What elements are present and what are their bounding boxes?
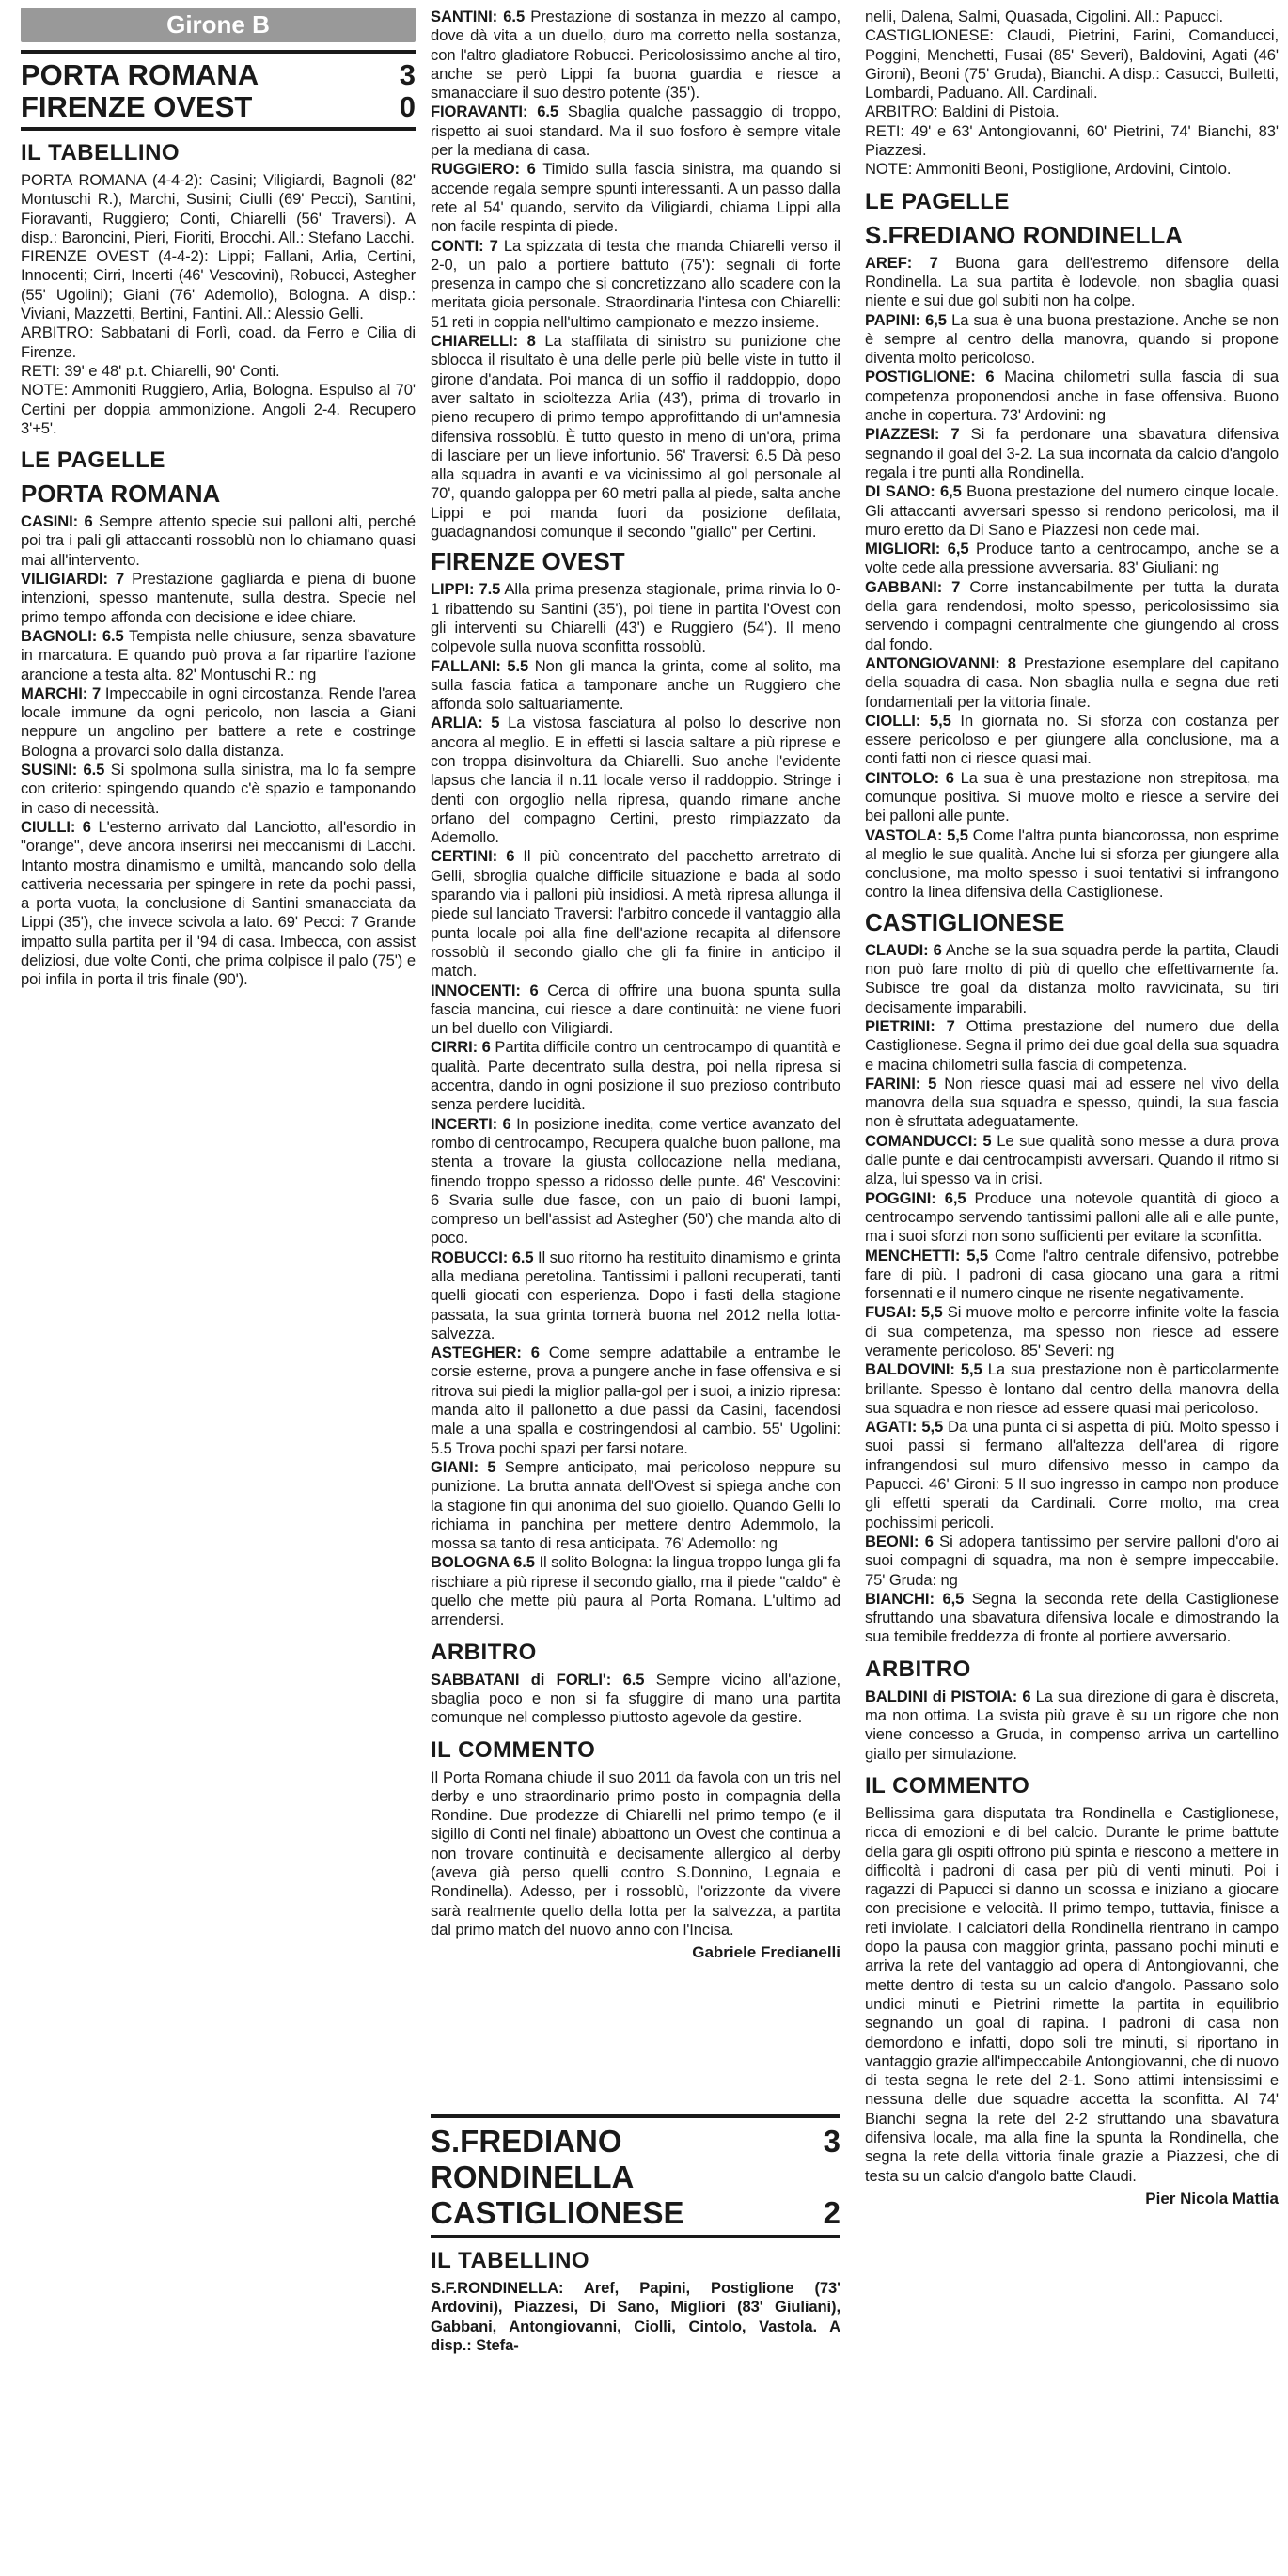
match1-away-row	[21, 91, 416, 123]
player-rating	[431, 1553, 840, 1629]
player-name-rating: GABBANI: 7	[865, 577, 961, 596]
match2-tabellino-title: IL TABELLINO	[431, 2248, 590, 2273]
match1-away-score: 0	[399, 90, 416, 123]
match1-home-ratings-cont	[431, 8, 840, 542]
player-name-rating: COMANDUCCI: 5	[865, 1131, 992, 1150]
match1-away-ratings	[431, 580, 840, 1629]
substitute-comment: Il suo ingresso in campo non produce gli effetti sperati da Cardinali. Corre molto, ma crea pochissimi pericoli.	[865, 1475, 1279, 1531]
match1-away-team: FIRENZE OVEST	[21, 90, 253, 123]
player-comment: Cerca di offrire una buona spunta sulla fascia mancina, cui riesce a dare continuità: ne viene fuori un bel duello con Viligiardi.	[431, 981, 840, 1038]
player-rating	[865, 254, 1279, 311]
match2-arbitro-name: BALDINI di PISTOIA: 6	[865, 1687, 1031, 1705]
substitute-comment: Trova pochi spazi per farsi notare.	[451, 1438, 688, 1457]
player-rating	[865, 1075, 1279, 1132]
player-name-rating: BAGNOLI: 6.5	[21, 626, 124, 645]
player-comment: Alla prima presenza stagionale, prima rinvia lo 0-1 ribattendo su Santini (35'), poi tiene in partita l'Ovest con gli interventi su Chiarelli (43') e Ruggiero (54'). Il meno colpevole sulla nuova sconfitta rossoblù.	[431, 580, 840, 656]
player-comment: Timido sulla fascia sinistra, ma quando si accende regala sempre spunti interessanti. A un passo dalla rete al 54' quando, servito da Viligiardi, chiama Lippi alla non facile respinta di piede.	[431, 160, 840, 236]
match1-tabellino	[21, 171, 416, 438]
player-rating	[431, 847, 840, 981]
girone-header: Girone B	[21, 8, 416, 42]
player-comment: Il suo ritorno ha restituito dinamismo e grinta alla mediana peretolina. Tantissimi i palloni recuperati, tanti quelli giocati con esperienza. Dopo i fasti della stagione passata, la sua grinta tornerà buona nel 2012 nella lotta-salvezza.	[431, 1248, 840, 1343]
player-rating	[865, 482, 1279, 540]
match2-away-team-title: CASTIGLIONESE	[865, 907, 1065, 936]
divider	[21, 127, 416, 131]
player-comment: Come l'altro centrale difensivo, potrebbe fare di più. I padroni di casa giocano una gara a ritmi forsennati e il numero cinque ne risente negativamente.	[865, 1246, 1279, 1303]
player-comment: La sua è una prestazione non strepitosa, ma comunque positiva. Si muove molto e riesce a servire dei bei palloni alle punte.	[865, 768, 1279, 825]
tabellino-line: PORTA ROMANA (4-4-2): Casini; Viligiardi, Bagnoli (82' Montuschi R.), Marchi, Susini; Ciulli (69' Pecci), Santini, Fioravanti, Ruggiero; Conti, Chiarelli (56' Traversi). A disp.: Baroncini, Pieri, Fioriti, Brocchi. All.: Stefano Lacchi.	[21, 171, 416, 246]
player-comment: Prestazione di sostanza in mezzo al campo, dove dà vita a un duello, duro ma corretto nella sostanza, con l'altro gladiatore Robucci. Pericolosissimo anche al tiro, anche se però Lippi fa buona guardia e riesce a smanacciare il suo destro potente (35').	[431, 8, 840, 102]
player-name-rating: BIANCHI: 6,5	[865, 1589, 965, 1608]
player-rating	[865, 1303, 1279, 1360]
column-2	[431, 8, 840, 2066]
player-name-rating: INCERTI: 6	[431, 1114, 511, 1133]
match1-arbitro	[431, 1671, 840, 1728]
player-name-rating: FARINI: 5	[865, 1074, 937, 1092]
player-name-rating: CINTOLO: 6	[865, 768, 954, 787]
player-name-rating: LIPPI: 7.5	[431, 580, 501, 599]
player-comment: Anche se la sua squadra perde la partita, Claudi non può fare molto di più di quello che effettivamente fa. Subisce tre goal da distanza molto ravvicinata, su tiri decisamente imparabili.	[865, 940, 1279, 1016]
match2-home-team-title: S.FREDIANO RONDINELLA	[865, 220, 1183, 249]
player-rating	[865, 368, 1279, 425]
player-comment: La spizzata di testa che manda Chiarelli verso il 2-0, un palo a portiere battuto (75'): segnali di forte presenza in campo che si concretizzano allo scadere con la meritata gioia personale. Straordinaria l'intesa con Chiarelli: 51 reti in coppia nell'ultimo campionato e mezzo insieme.	[431, 236, 840, 331]
player-comment: Segna la seconda rete della Castiglionese sfruttando una sbavatura difensiva locale e dimostrando la sua temibile freddezza di fronte al portiere avversario.	[865, 1589, 1279, 1646]
player-comment: La vistosa fasciatura al polso lo descrive non ancora al meglio. E in effetti si lascia saltare a più riprese e con troppa disinvoltura da Chiarelli. Suo anche l'evidente lapsus che lancia il n.11 locale verso il raddoppio. Stringe i denti con orgoglio nella ripresa, quando rimane anche orfano del compagno Certini, presto rimpiazzato da Ademollo.	[431, 714, 840, 847]
substitute-comment: Grande impatto sulla partita per il '94 di casa. Imbecca, con assist deliziosi, due volte Conti, che prima colpisce il palo (75') e poi infila in porta il tris finale (90').	[21, 913, 416, 989]
match1-arbitro-name: SABBATANI di FORLI': 6.5	[431, 1670, 645, 1689]
player-name-rating: ANTONGIOVANNI: 8	[865, 653, 1016, 672]
player-name-rating: INNOCENTI: 6	[431, 981, 539, 999]
player-comment: Si fa perdonare una sbavatura difensiva segnando il goal del 3-2. La sua incornata da calcio d'angolo regala i tre punti alla Rondinella.	[865, 425, 1279, 481]
player-rating	[21, 570, 416, 627]
divider	[21, 50, 416, 54]
player-name-rating: PAPINI: 6,5	[865, 310, 947, 329]
match2-home-row	[431, 2124, 840, 2195]
player-comment: Non riesce quasi mai ad essere nel vivo della manovra della sua squadra e spesso, quindi, la sua fascia non è sfruttata adeguatamente.	[865, 1074, 1279, 1131]
player-rating	[865, 1418, 1279, 1532]
player-comment: Si adopera tantissimo per servire palloni d'oro ai suoi compagni di squadra, ma non è sempre impeccabile. 75' Gruda: ng	[865, 1531, 1279, 1589]
player-name-rating: GIANI: 5	[431, 1457, 496, 1476]
column-1	[21, 8, 416, 1211]
tabellino-line: nelli, Dalena, Salmi, Quasada, Cigolini. All.: Papucci.	[865, 8, 1223, 25]
player-comment: Le sue qualità sono messe a dura prova dalle punte e dai centrocampisti avversari. Quando il ritmo si alza, lui spesso va in crisi.	[865, 1131, 1279, 1188]
player-name-rating: MIGLIORI: 6,5	[865, 540, 969, 558]
player-comment: Non gli manca la grinta, come al solito, ma sulla fascia fatica a tamponare anche un Ruggiero che affonda solo saltuariamente.	[431, 656, 840, 714]
player-name-rating: CERTINI: 6	[431, 847, 515, 866]
match1-arbitro-text: Sempre vicino all'azione, sbaglia poco e non si fa sfuggire di mano una partita comunque nel complesso piuttosto agevole da gestire.	[431, 1670, 840, 1727]
player-rating	[431, 982, 840, 1039]
player-rating	[431, 237, 840, 332]
player-rating	[431, 580, 840, 656]
player-name-rating: AREF: 7	[865, 253, 938, 272]
player-comment: Tempista nelle chiusure, senza sbavature in marcatura. E quando può prova a far ripartire l'azione arancione a testa alta. 82' Montuschi R.: ng	[21, 626, 416, 683]
player-rating	[865, 712, 1279, 769]
player-rating	[865, 826, 1279, 903]
player-comment: Prestazione gagliarda e piena di buone intenzioni, spesso mantenute, sulla destra. Specie nel primo tempo affonda con decisione e idee chiare.	[21, 570, 416, 626]
player-comment: Si spolmona sulla sinistra, ma lo fa sempre con criterio: spingendo quando c'è spazio e tamponando in caso di necessità.	[21, 761, 416, 817]
match2-pagelle-title: LE PAGELLE	[865, 188, 1010, 214]
player-name-rating: CIOLLI: 5,5	[865, 711, 951, 730]
player-comment: L'esterno arrivato dal Lanciotto, all'esordio in "orange", deve ancora inserirsi nei meccanismi di Lacchi. Intanto mostra dinamismo e umiltà, mancando solo della cattiveria necessaria per spingere in rete da pochi passi, a porta vuota, la conclusione di Santini smanacciata da Lippi (35'), che invece scivola a lato. 69' Pecci: 7	[21, 817, 416, 932]
player-rating	[431, 1115, 840, 1249]
player-comment: La sua è una buona prestazione. Anche se non è sempre al centro della manovra, quando si propone diventa molto pericoloso.	[865, 310, 1279, 368]
player-rating	[865, 1017, 1279, 1075]
player-name-rating: ASTEGHER: 6	[431, 1343, 540, 1362]
player-comment: Macina chilometri sulla fascia di sua competenza proponendosi anche in fase offensiva. Buono anche in copertura. 73' Ardovini: ng	[865, 368, 1279, 425]
match2-away-ratings	[865, 941, 1279, 1647]
player-rating	[431, 8, 840, 102]
player-rating	[431, 714, 840, 847]
player-rating	[21, 818, 416, 990]
player-name-rating: MENCHETTI: 5,5	[865, 1246, 989, 1264]
divider	[431, 2114, 840, 2118]
player-rating	[21, 761, 416, 818]
player-name-rating: CONTI: 7	[431, 236, 498, 255]
player-rating	[865, 1247, 1279, 1304]
match2-away-score: 2	[823, 2195, 840, 2230]
player-comment: Sempre attento specie sui palloni alti, perché poi tra i pali gli attaccanti rossoblù non lo chiamano quasi mai all'intervento.	[21, 512, 416, 569]
match2-home-score: 3	[823, 2124, 840, 2159]
player-name-rating: BEONI: 6	[865, 1531, 934, 1550]
tabellino-line: CASTIGLIONESE: Claudi, Pietrini, Farini, Comanducci, Poggini, Menchetti, Fusai (85' Severi), Baldovini, Agati (46' Gironi), Beoni (75' Gruda), Bianchi. A disp.: Casucci, Bulletti, Lombardi, Paduano. All. Cardinali.	[865, 26, 1279, 102]
match2-arbitro	[865, 1688, 1279, 1764]
match2-home-team: S.FREDIANO RONDINELLA	[431, 2124, 635, 2194]
match1-home-ratings	[21, 512, 416, 989]
tabellino-line: RETI: 49' e 63' Antongiovanni, 60' Pietrini, 74' Bianchi, 83' Piazzesi.	[865, 121, 1279, 160]
match2-away-row	[431, 2195, 840, 2231]
match2-tabellino-cont	[865, 8, 1279, 180]
player-rating	[865, 540, 1279, 578]
player-rating	[431, 657, 840, 715]
player-name-rating: CIRRI: 6	[431, 1038, 491, 1057]
player-rating	[431, 1458, 840, 1553]
match1-home-team-title: PORTA ROMANA	[21, 479, 221, 509]
player-name-rating: VILIGIARDI: 7	[21, 570, 125, 589]
match2-tabellino-start: S.F.RONDINELLA: Aref, Papini, Postiglione (73' Ardovini), Piazzesi, Di Sano, Migliori (83' Giuliani), Gabbani, Antongiovanni, Ciolli, Cintolo, Vastola. A disp.: Stefa-	[431, 2279, 840, 2354]
player-name-rating: CHIARELLI: 8	[431, 332, 536, 351]
player-comment: La staffilata di sinistro su punizione che sblocca il risultato è una delle perle più belle viste in tutto il girone d'andata. Poi manca di un soffio il raddoppio, dopo aver saltato in scioltezza Arlia (43'), prima di trovarlo in pieno recupero di primo tempo approfittando di un'amnesia difensiva rossoblù. È tutto questo in meno di un'ora, prima di lasciare per un lieve infortunio. 56' Traversi: 6.5 Dà peso alla squadra in avanti e va vicinissimo al gol personale al 70', quando galoppa per 60 metri palla al piede, salta anche Lippi e poi manda fuori da posizione defilata, guadagnandosi comunque il secondo "giallo" per Certini.	[431, 332, 840, 542]
player-rating	[431, 102, 840, 160]
player-name-rating: DI SANO: 6,5	[865, 482, 962, 501]
player-rating	[865, 1532, 1279, 1590]
match1-pagelle-title: LE PAGELLE	[21, 448, 165, 474]
player-name-rating: AGATI: 5,5	[865, 1418, 944, 1437]
player-comment: Impeccabile in ogni circostanza. Rende l'area locale immune da ogni pericolo, non lascia a Giani neppure un angolino per battere a rete e costringe Bologna a provarci solo dalla distanza.	[21, 683, 416, 760]
player-name-rating: FALLANI: 5.5	[431, 656, 529, 675]
player-comment: Produce tanto a centrocampo, anche se a volte cede alla pressione avversaria. 83' Giuliani: ng	[865, 540, 1279, 577]
player-comment: Sempre anticipato, mai pericoloso neppure su punizione. La brutta annata dell'Ovest si spiega anche con la stagione fin qui anonima del suo gioiello. Quando Gelli lo richiama in panchina per mettere dentro Ademmolo, la mossa sa tanto di resa anticipata. 76' Ademollo: ng	[431, 1457, 840, 1553]
player-rating	[865, 1132, 1279, 1189]
player-comment: Da una punta ci si aspetta di più. Molto spesso i suoi passi si fermano all'altezza dell'area di rigore infrangendosi sul muro difensivo messo in campo da Papucci. 46' Gironi: 5	[865, 1418, 1279, 1494]
player-comment: In giornata no. Si sforza con costanza per essere pericoloso e per giungere alla conclusione, ma a conti fatti non ci riesce quasi mai.	[865, 711, 1279, 768]
match2-author: Pier Nicola Mattia	[1145, 2189, 1279, 2207]
player-comment: Corre instancabilmente per tutta la durata della gara rendendosi, molto spesso, pericolosissimo sia servendo i compagni centralmente che giungendo al cross dal fondo.	[865, 577, 1279, 653]
player-name-rating: CIULLI: 6	[21, 817, 91, 836]
player-rating	[431, 1343, 840, 1458]
player-comment: Come l'altra punta biancorossa, non esprime al meglio le sue qualità. Anche lui si sforza per giungere alla conclusione, ma molto spesso i suoi tentativi si infrangono contro la linea difensiva della Castiglionese.	[865, 825, 1279, 902]
match1-tabellino-title: IL TABELLINO	[21, 140, 181, 165]
match1-commento-title: IL COMMENTO	[431, 1736, 596, 1763]
player-name-rating: FIORAVANTI: 6.5	[431, 102, 559, 121]
player-rating	[431, 332, 840, 542]
player-rating	[21, 512, 416, 570]
player-name-rating: PIAZZESI: 7	[865, 425, 960, 444]
player-rating	[431, 160, 840, 236]
player-name-rating: POSTIGLIONE: 6	[865, 368, 995, 386]
player-name-rating: ROBUCCI: 6.5	[431, 1248, 534, 1266]
match2-home-ratings	[865, 254, 1279, 903]
player-name-rating: CASINI: 6	[21, 512, 93, 531]
player-name-rating: POGGINI: 6,5	[865, 1188, 966, 1207]
tabellino-line: FIRENZE OVEST (4-4-2): Lippi; Fallani, Arlia, Certini, Innocenti; Cirri, Incerti (46' Vescovini), Robucci, Astegher (55' Ugolini); Giani (76' Ademollo), Bologna. A disp.: Viviani, Mazzetti, Bertini, Fantini. All.: Alessio Gelli.	[21, 247, 416, 323]
match1-home-team: PORTA ROMANA	[21, 58, 259, 91]
player-rating	[865, 311, 1279, 369]
player-rating	[431, 1038, 840, 1114]
player-comment: In posizione inedita, come vertice avanzato del rombo di centrocampo, Recupera qualche buon pallone, ma stenta a trovare la giusta collocazione nella mediana, finendo troppo spesso a ridosso delle punte. 46' Vescovini: 6	[431, 1114, 840, 1209]
player-comment: Partita difficile contro un centrocampo di quantità e qualità. Parte decentrato sulla destra, poi nella ripresa si accentra, dando in ogni posizione il suo prezioso contributo senza perdere lucidità.	[431, 1038, 840, 1114]
match1-arbitro-title: ARBITRO	[431, 1639, 537, 1665]
player-comment: La sua prestazione non è particolarmente brillante. Spesso è lontano dal centro della manovra della sua squadra e non riesce ad essere quasi mai pericoloso.	[865, 1360, 1279, 1417]
match1-commento: Il Porta Romana chiude il suo 2011 da favola con un tris nel derby e uno straordinario primo posto in compagnia della Rondine. Due prodezze di Chiarelli nel primo tempo (e il sigillo di Conti nel finale) abbattono un Ovest che continua a non trovare continuità e decisamente allergico al derby (aveva già perso quelli contro S.Donnino, Legnaia e Rondinella). Adesso, per i rossoblù, l'orizzonte da vivere sarà realmente quello della lotta per la salvezza, a partita dal primo match del nuovo anno con l'Incisa.	[431, 1767, 840, 1939]
player-comment: Il solito Bologna: la lingua troppo lunga gli fa rischiare a più riprese il secondo giallo, ma il piede "caldo" è quello che mette più paura al Porta Romana. L'ultimo ad arrendersi.	[431, 1553, 840, 1629]
player-name-rating: SUSINI: 6.5	[21, 761, 105, 779]
tabellino-line: NOTE: Ammoniti Beoni, Postiglione, Ardovini, Cintolo.	[865, 160, 1232, 179]
player-name-rating: VASTOLA: 5,5	[865, 825, 968, 844]
player-comment: Prestazione esemplare del capitano della squadra di casa. Non sbaglia nulla e segna due reti fondamentali per la vittoria finale.	[865, 653, 1279, 711]
player-rating	[431, 1249, 840, 1343]
player-rating	[865, 1189, 1279, 1247]
match1-home-score: 3	[399, 58, 416, 91]
player-name-rating: ARLIA: 5	[431, 714, 500, 732]
player-comment: Si muove molto e percorre infinite volte la fascia di sua competenza, ma spesso non riesce ad essere veramente pericoloso. 85' Severi: ng	[865, 1303, 1279, 1359]
player-rating	[865, 1590, 1279, 1647]
player-rating	[21, 627, 416, 684]
player-name-rating: CLAUDI: 6	[865, 940, 942, 959]
player-name-rating: MARCHI: 7	[21, 683, 102, 702]
divider	[431, 2235, 840, 2238]
match1-home-row	[21, 59, 416, 91]
match2-commento-title: IL COMMENTO	[865, 1772, 1030, 1798]
tabellino-line: RETI: 39' e 48' p.t. Chiarelli, 90' Conti.	[21, 361, 280, 380]
player-rating	[865, 654, 1279, 712]
player-name-rating: BOLOGNA 6.5	[431, 1553, 535, 1572]
match2-away-team: CASTIGLIONESE	[431, 2195, 684, 2230]
player-rating	[865, 769, 1279, 826]
player-name-rating: FUSAI: 5,5	[865, 1303, 943, 1322]
player-name-rating: SANTINI: 6.5	[431, 8, 526, 25]
match2-arbitro-text: La sua direzione di gara è discreta, ma non ottima. La svista più grave è su un rigore che non viene concesso a Gruda, in compenso arriva un cartellino giallo per simulazione.	[865, 1687, 1279, 1763]
match2-commento: Bellissima gara disputata tra Rondinella e Castiglionese, ricca di emozioni e di bel calcio. Durante le prime battute della gara gli ospiti offrono più spinta e riescono a mettere in difficoltà i padroni di casa per più di venti minuti. Poi i ragazzi di Papucci si danno un scossa e iniziano a giocare con precisione e velocità. Il primo tempo, tuttavia, finisce a reti inviolate. I calciatori della Rondinella rientrano in campo dopo la pausa con maggior grinta, passano pochi minuti e arriva la rete del vantaggio ad opera di Antongiovanni, che mette dentro di testa su un calcio d'angolo. Passano solo undici minuti e Pietrini rimette la partita in equilibrio segnando un goal di rapina. I padroni di casa non demordono e infatti, dopo soli tre minuti, si riportano in vantaggio grazie all'impeccabile Antongiovanni, che di nuovo di testa segna le rete del 2-1. Sono attimi intensissimi e nessuna delle due squadre accetta la sconfitta. Al 74' Bianchi segna la rete del 2-2 sfruttando una sbavatura difensiva locale, ma alla fine la spunta la Rondinella, che segna la rete della vittoria finale grazie a Piazzesi, che di testa su un calcio d'angolo batte Claudi.	[865, 1803, 1279, 2185]
player-comment: Buona gara dell'estremo difensore della Rondinella. La sua partita è lodevole, non sbaglia quasi niente e sui due gol subiti non ha colpe.	[865, 253, 1279, 310]
player-rating	[865, 1360, 1279, 1418]
player-comment: Ottima prestazione del numero due della Castiglionese. Segna il primo dei due goal della sua squadra e macina chilometri sulla fascia di competenza.	[865, 1016, 1279, 1074]
player-rating	[865, 425, 1279, 482]
player-name-rating: BALDOVINI: 5,5	[865, 1360, 982, 1379]
match2-arbitro-title: ARBITRO	[865, 1656, 971, 1682]
player-rating	[865, 941, 1279, 1017]
player-rating	[865, 578, 1279, 654]
player-comment: Buona prestazione del numero cinque locale. Gli attaccanti avversari spesso si rendono pericolosi, ma il muro eretto da Di Sano e Piazzesi non cede mai.	[865, 482, 1279, 539]
player-comment: Il più concentrato del pacchetto arretrato di Gelli, sbroglia qualche difficile situazione e bada al sodo sparando via i palloni più insidiosi. A metà ripresa allunga il piede sul lanciato Traversi: l'arbitro concede il vantaggio alla punta locale poi alla fine dell'azione recapita al difensore rossoblù il secondo giallo che gli fa finire in anticipo il match.	[431, 847, 840, 981]
match1-away-team-title: FIRENZE OVEST	[431, 547, 625, 576]
player-rating	[21, 684, 416, 761]
player-comment: Come sempre adattabile a entrambe le corsie esterne, prova a pungere anche in fase offensiva e si ritrova sui piedi la miglior palla-gol per i suoi, a inizio ripresa: manda alto il pallonetto a due passi da Casini, facendosi male a una spalla e costringendosi al cambio. 55' Ugolini: 5.5	[431, 1343, 840, 1457]
player-name-rating: RUGGIERO: 6	[431, 160, 536, 179]
substitute-comment: Svaria sulle due fasce, con un paio di buoni lampi, compreso un bell'assist ad Astegher (50') che manda alto di poco.	[431, 1190, 840, 1248]
tabellino-line: ARBITRO: Sabbatani di Forlì, coad. da Ferro e Cilia di Firenze.	[21, 323, 416, 361]
player-comment: Sbaglia qualche passaggio di troppo, rispetto ai suoi standard. Ma il suo fosforo è sempre vitale per la mediana di casa.	[431, 102, 840, 160]
tabellino-line: NOTE: Ammoniti Ruggiero, Arlia, Bologna. Espulso al 70' Certini per doppia ammonizione. Angoli 2-4. Recupero 3'+5'.	[21, 381, 416, 437]
tabellino-line: ARBITRO: Baldini di Pistoia.	[865, 102, 1060, 121]
player-comment: Produce una notevole quantità di gioco a centrocampo servendo tantissimi palloni alle ali e alle punte, ma i suoi sforzi non sono sufficienti per evitare la sconfitta.	[865, 1188, 1279, 1246]
column-3	[865, 8, 1279, 2292]
match2-header-block	[431, 2111, 840, 2571]
match1-author: Gabriele Fredianelli	[692, 1943, 840, 1962]
player-name-rating: PIETRINI: 7	[865, 1016, 955, 1035]
